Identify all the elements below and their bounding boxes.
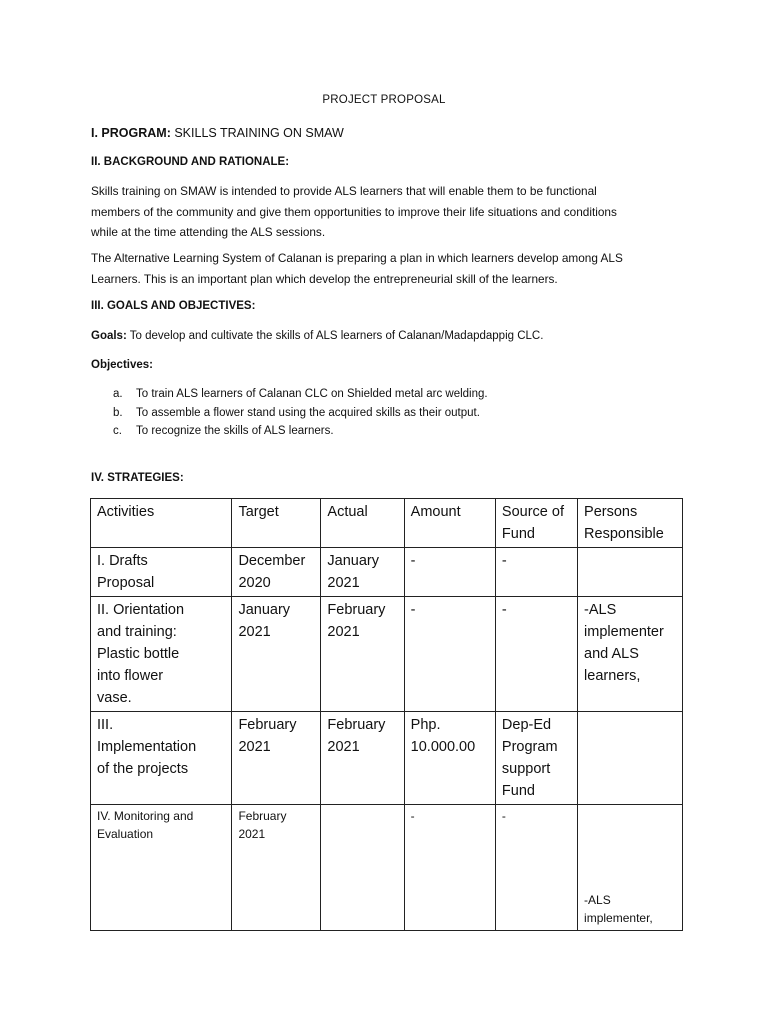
header-amount: Amount — [404, 499, 495, 548]
objectives-label: Objectives: — [91, 359, 153, 371]
cell-actual: January 2021 — [321, 548, 404, 597]
cell-target: February 2021 — [232, 805, 321, 931]
background-paragraph-1 — [91, 181, 691, 243]
list-marker: b. — [113, 406, 123, 419]
cell-persons — [578, 548, 683, 597]
paragraph-line: The Alternative Learning System of Calanan is preparing a plan in which learners develop among ALS — [91, 251, 623, 265]
cell-persons — [578, 712, 683, 805]
cell-activity: I. Drafts Proposal — [91, 548, 232, 597]
cell-target: February 2021 — [232, 712, 321, 805]
table-row — [91, 712, 683, 805]
paragraph-line: members of the community and give them opportunities to improve their life situations and conditions — [91, 204, 617, 219]
goals-text: To develop and cultivate the skills of ALS learners of Calanan/Madapdappig CLC. — [129, 330, 544, 342]
list-item-text: To assemble a flower stand using the acquired skills as their output. — [136, 406, 480, 419]
strategies-table — [90, 498, 683, 931]
page-title: PROJECT PROPOSAL — [322, 94, 446, 106]
cell-amount: - — [404, 597, 495, 712]
cell-activity: III. Implementation of the projects — [91, 712, 232, 805]
cell-amount: - — [404, 805, 495, 931]
cell-source: - — [495, 597, 577, 712]
cell-target: December 2020 — [232, 548, 321, 597]
list-item-text: To train ALS learners of Calanan CLC on Shielded metal arc welding. — [136, 388, 488, 400]
list-item — [113, 385, 488, 404]
header-activities: Activities — [91, 499, 232, 548]
background-heading: II. BACKGROUND AND RATIONALE: — [91, 156, 290, 168]
cell-activity: II. Orientation and training: Plastic bottle into flower vase. — [91, 597, 232, 712]
cell-source: - — [495, 548, 577, 597]
header-source-of-fund: Source of Fund — [495, 499, 577, 548]
objectives-list — [113, 385, 488, 441]
list-marker: a. — [113, 388, 123, 400]
cell-source: - — [495, 805, 577, 931]
cell-activity: IV. Monitoring and Evaluation — [91, 805, 232, 931]
cell-actual: February 2021 — [321, 712, 404, 805]
list-item — [113, 404, 488, 423]
cell-persons: -ALS implementer and ALS learners, — [578, 597, 683, 712]
list-item — [113, 422, 488, 441]
header-target: Target — [232, 499, 321, 548]
table-header-row — [91, 499, 683, 548]
paragraph-line: Skills training on SMAW is intended to provide ALS learners that will enable them to be functional — [91, 184, 597, 198]
program-line — [91, 124, 344, 142]
header-persons-responsible: Persons Responsible — [578, 499, 683, 548]
table-row — [91, 548, 683, 597]
goals-heading: III. GOALS AND OBJECTIVES: — [91, 300, 256, 312]
background-paragraph-2 — [91, 248, 691, 289]
table-row — [91, 805, 683, 931]
strategies-heading: IV. STRATEGIES: — [91, 472, 184, 484]
paragraph-line: while at the time attending the ALS sessions. — [91, 225, 326, 239]
cell-target: January 2021 — [232, 597, 321, 712]
cell-actual: February 2021 — [321, 597, 404, 712]
list-marker: c. — [113, 425, 122, 437]
goals-line — [91, 327, 543, 345]
cell-source: Dep-Ed Program support Fund — [495, 712, 577, 805]
cell-actual — [321, 805, 404, 931]
cell-amount: Php. 10.000.00 — [404, 712, 495, 805]
paragraph-line: Learners. This is an important plan which develop the entrepreneurial skill of the learners. — [91, 271, 558, 286]
goals-label: Goals: — [91, 330, 127, 342]
program-value: SKILLS TRAINING ON SMAW — [174, 126, 344, 140]
cell-amount: - — [404, 548, 495, 597]
cell-persons: -ALS implementer, — [578, 805, 683, 931]
program-label: I. PROGRAM: — [91, 126, 171, 140]
header-actual: Actual — [321, 499, 404, 548]
list-item-text: To recognize the skills of ALS learners. — [136, 425, 334, 437]
table-row — [91, 597, 683, 712]
